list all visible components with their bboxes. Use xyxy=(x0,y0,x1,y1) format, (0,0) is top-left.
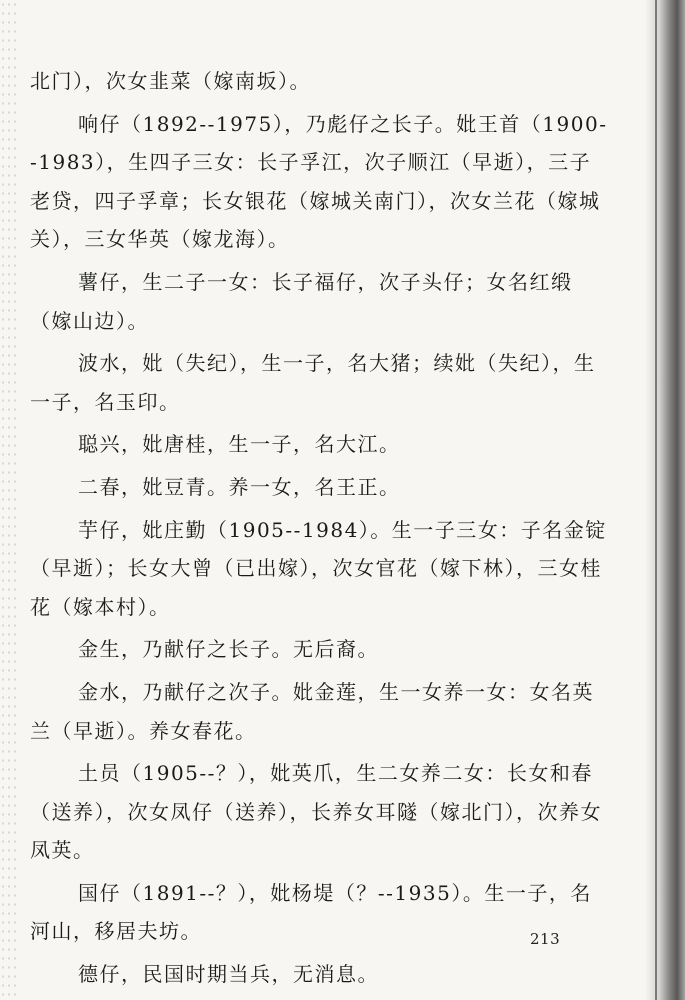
paragraph-congxing: 聪兴，妣唐桂，生一子，名大江。 xyxy=(78,432,401,457)
body-text xyxy=(30,62,610,998)
paragraph-boshui: 波水，妣（失纪），生一子，名大猪；续妣（失纪），生一子，名玉印。 xyxy=(30,351,596,414)
paragraph-shuzai: 薯仔，生二子一女：长子福仔，次子头仔；女名红缎（嫁山边）。 xyxy=(30,269,573,333)
book-spine-shadow xyxy=(645,0,685,1000)
page-number: 213 xyxy=(530,930,561,948)
paragraph-xiangzai: 响仔（1892--1975），乃彪仔之长子。妣王首（1900--1983），生四子三女：长子孚江，次子顺江（早逝），三子老贷，四子孚章；长女银花（嫁城关南门），次女兰花（嫁城关），三女华英（嫁龙海）。 xyxy=(30,111,608,252)
paragraph-jinsheng: 金生，乃献仔之长子。无后裔。 xyxy=(78,637,379,662)
paragraph-erchun: 二春，妣豆青。养一女，名王正。 xyxy=(78,474,401,499)
paragraph-jinshui: 金水，乃献仔之次子。妣金莲，生一女养一女：女名英兰（早逝）。养女春花。 xyxy=(30,679,594,743)
paragraph-guozai: 国仔（1891--？），妣杨堤（？--1935）。生一子，名河山，移居夫坊。 xyxy=(30,880,592,944)
paragraph-dezai: 德仔，民国时期当兵，无消息。 xyxy=(78,962,379,987)
paragraph-yuzai: 芋仔，妣庄勤（1905--1984）。生一子三女：子名金锭（早逝）；长女大曾（已出嫁），次女官花（嫁下林），三女桂花（嫁本村）。 xyxy=(30,517,607,619)
scan-speckle xyxy=(0,0,18,1000)
paragraph-tuyuan: 土员（1905--？），妣英爪，生二女养二女：长女和春（送养），次女凤仔（送养），长养女耳隧（嫁北门），次养女凤英。 xyxy=(30,761,602,863)
book-spine-edge xyxy=(655,0,657,1000)
paragraph-continuation: 北门），次女韭菜（嫁南坂）。 xyxy=(30,69,311,93)
